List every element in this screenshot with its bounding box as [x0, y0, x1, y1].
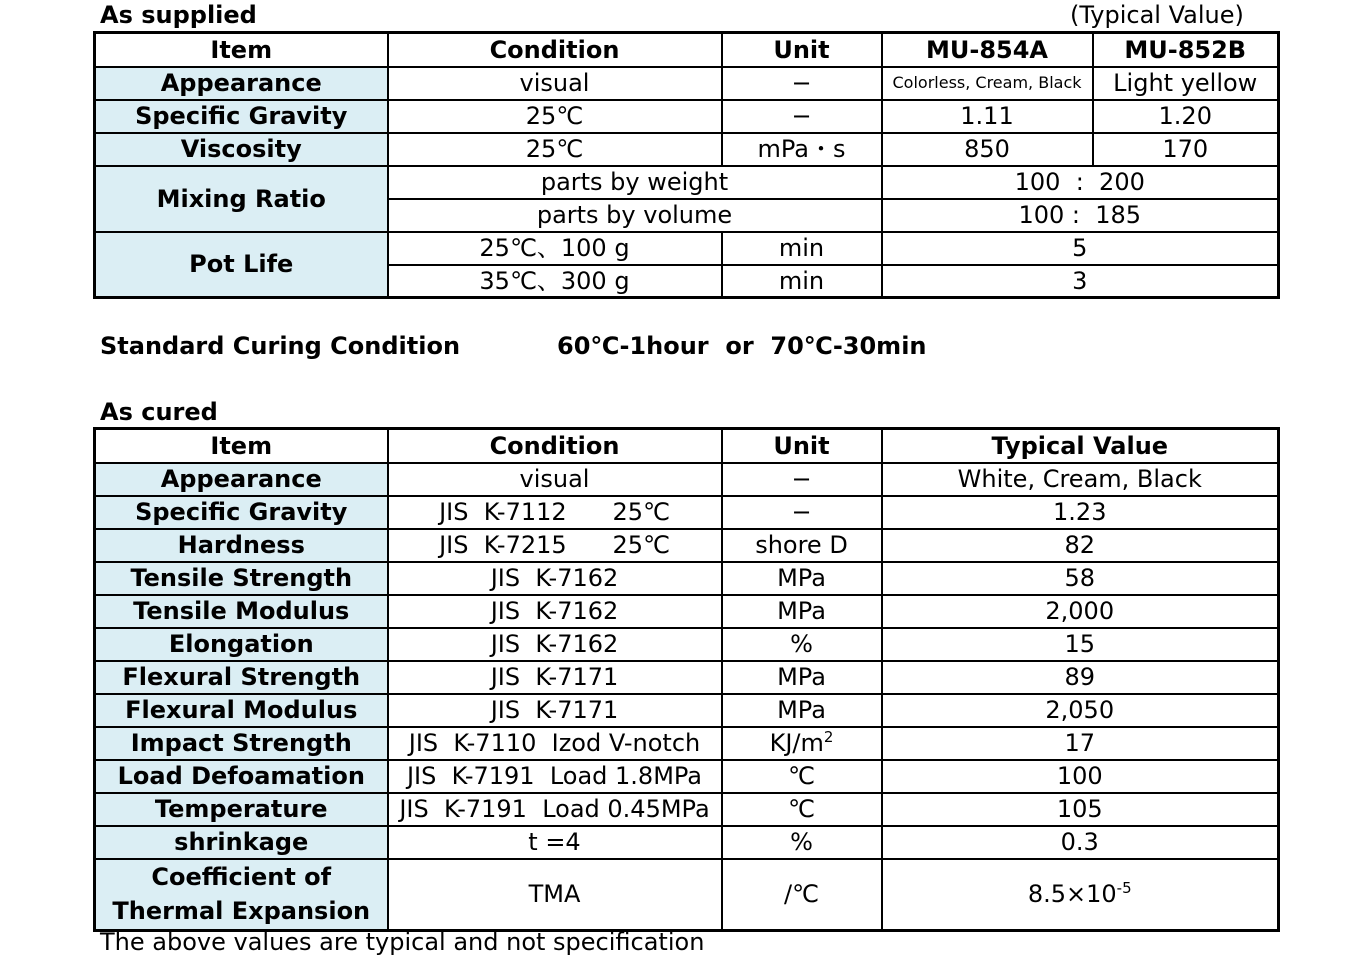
as-supplied-heading: As supplied: [100, 1, 257, 29]
condition-cell: 35℃、300 g: [388, 265, 722, 298]
item-cell: Pot Life: [95, 232, 388, 298]
item-cell: Appearance: [95, 463, 388, 496]
typical-value-note: (Typical Value): [1070, 1, 1244, 29]
value-b-cell: 170: [1093, 133, 1279, 166]
condition-cell: JIS K-7215 25℃: [388, 529, 722, 562]
unit-cell: −: [722, 463, 882, 496]
curing-condition-label: Standard Curing Condition: [100, 332, 461, 360]
unit-text: KJ/m: [769, 729, 824, 757]
value-cell: 2,050: [882, 694, 1279, 727]
condition-cell: 25℃: [388, 100, 722, 133]
unit-cell: min: [722, 232, 882, 265]
unit-cell: %: [722, 628, 882, 661]
item-cell: Impact Strength: [95, 727, 388, 760]
unit-cell: MPa: [722, 562, 882, 595]
item-cell: Tensile Modulus: [95, 595, 388, 628]
unit-cell: /℃: [722, 859, 882, 931]
condition-cell: JIS K-7171: [388, 694, 722, 727]
header-unit: Unit: [722, 33, 882, 67]
condition-cell: visual: [388, 67, 722, 100]
unit-cell: %: [722, 826, 882, 859]
condition-cell: parts by volume: [388, 199, 882, 232]
header-mu854a: MU-854A: [882, 33, 1093, 67]
item-cell: shrinkage: [95, 826, 388, 859]
unit-superscript: 2: [823, 728, 834, 746]
value-b-cell: Light yellow: [1093, 67, 1279, 100]
header-unit: Unit: [722, 429, 882, 463]
value-cell: 89: [882, 661, 1279, 694]
value-cell: 5: [882, 232, 1279, 265]
item-cell: [95, 859, 388, 931]
item-line-1: Coefficient of: [151, 862, 332, 891]
unit-cell: mPa・s: [722, 133, 882, 166]
item-cell: Flexural Modulus: [95, 694, 388, 727]
value-cell: 17: [882, 727, 1279, 760]
condition-cell: TMA: [388, 859, 722, 931]
table-row: [95, 166, 1279, 199]
value-cell: 100: [882, 760, 1279, 793]
condition-cell: 25℃、100 g: [388, 232, 722, 265]
condition-cell: JIS K-7191 Load 1.8MPa: [388, 760, 722, 793]
condition-cell: parts by weight: [388, 166, 882, 199]
value-cell: 100 : 185: [882, 199, 1279, 232]
unit-cell: MPa: [722, 661, 882, 694]
unit-cell: min: [722, 265, 882, 298]
condition-cell: 25℃: [388, 133, 722, 166]
header-condition: Condition: [388, 429, 722, 463]
value-cell: 15: [882, 628, 1279, 661]
as-supplied-table: [93, 31, 1280, 299]
condition-cell: JIS K-7162: [388, 595, 722, 628]
item-cell: Mixing Ratio: [95, 166, 388, 232]
item-cell: Hardness: [95, 529, 388, 562]
condition-cell: visual: [388, 463, 722, 496]
table-row: [95, 529, 1279, 562]
table-row: [95, 694, 1279, 727]
item-cell: Viscosity: [95, 133, 388, 166]
value-cell: 0.3: [882, 826, 1279, 859]
unit-cell: shore D: [722, 529, 882, 562]
unit-cell: MPa: [722, 694, 882, 727]
table-row: [95, 595, 1279, 628]
unit-cell: −: [722, 496, 882, 529]
item-line-2: Thermal Expansion: [112, 897, 371, 926]
condition-cell: JIS K-7162: [388, 562, 722, 595]
value-cell: 2,000: [882, 595, 1279, 628]
table-row: [95, 67, 1279, 100]
value-cell: 82: [882, 529, 1279, 562]
header-condition: Condition: [388, 33, 722, 67]
unit-cell: −: [722, 100, 882, 133]
table-row: [95, 628, 1279, 661]
unit-cell: [722, 727, 882, 760]
value-cell: [882, 859, 1279, 931]
table-row: [95, 100, 1279, 133]
value-cell: 1.23: [882, 496, 1279, 529]
condition-cell: JIS K-7162: [388, 628, 722, 661]
table-row: [95, 793, 1279, 826]
table-row: [95, 661, 1279, 694]
item-cell: Specific Gravity: [95, 496, 388, 529]
value-cell: White, Cream, Black: [882, 463, 1279, 496]
as-cured-table: [93, 427, 1280, 932]
unit-cell: ℃: [722, 793, 882, 826]
table-row: [95, 760, 1279, 793]
header-mu852b: MU-852B: [1093, 33, 1279, 67]
item-cell: Specific Gravity: [95, 100, 388, 133]
value-cell: 100 : 200: [882, 166, 1279, 199]
value-cell: 105: [882, 793, 1279, 826]
item-cell: Flexural Strength: [95, 661, 388, 694]
table-header-row: [95, 429, 1279, 463]
condition-cell: JIS K-7110 Izod V-notch: [388, 727, 722, 760]
curing-condition-value: 60℃-1hour or 70℃-30min: [557, 332, 927, 360]
value-b-cell: 1.20: [1093, 100, 1279, 133]
value-a-cell: Colorless, Cream, Black: [882, 67, 1093, 100]
condition-cell: JIS K-7112 25℃: [388, 496, 722, 529]
item-cell: Appearance: [95, 67, 388, 100]
condition-cell: t =4: [388, 826, 722, 859]
table-header-row: [95, 33, 1279, 67]
condition-cell: JIS K-7191 Load 0.45MPa: [388, 793, 722, 826]
unit-cell: −: [722, 67, 882, 100]
table-row: [95, 562, 1279, 595]
value-a-cell: 850: [882, 133, 1093, 166]
unit-cell: ℃: [722, 760, 882, 793]
table-row: [95, 133, 1279, 166]
value-text: 8.5×10: [1027, 880, 1117, 909]
table-row: [95, 727, 1279, 760]
condition-cell: JIS K-7171: [388, 661, 722, 694]
value-cell: 3: [882, 265, 1279, 298]
item-cell: Load Defoamation: [95, 760, 388, 793]
table-row: [95, 232, 1279, 265]
table-row: [95, 859, 1279, 931]
header-item: Item: [95, 429, 388, 463]
item-cell: Elongation: [95, 628, 388, 661]
table-row: [95, 496, 1279, 529]
table-row: [95, 826, 1279, 859]
header-item: Item: [95, 33, 388, 67]
value-cell: 58: [882, 562, 1279, 595]
value-superscript: -5: [1116, 879, 1132, 898]
unit-cell: MPa: [722, 595, 882, 628]
header-typical-value: Typical Value: [882, 429, 1279, 463]
table-row: [95, 463, 1279, 496]
item-cell: Temperature: [95, 793, 388, 826]
as-cured-heading: As cured: [100, 398, 218, 426]
footnote: The above values are typical and not specification: [100, 928, 705, 956]
item-cell: Tensile Strength: [95, 562, 388, 595]
value-a-cell: 1.11: [882, 100, 1093, 133]
